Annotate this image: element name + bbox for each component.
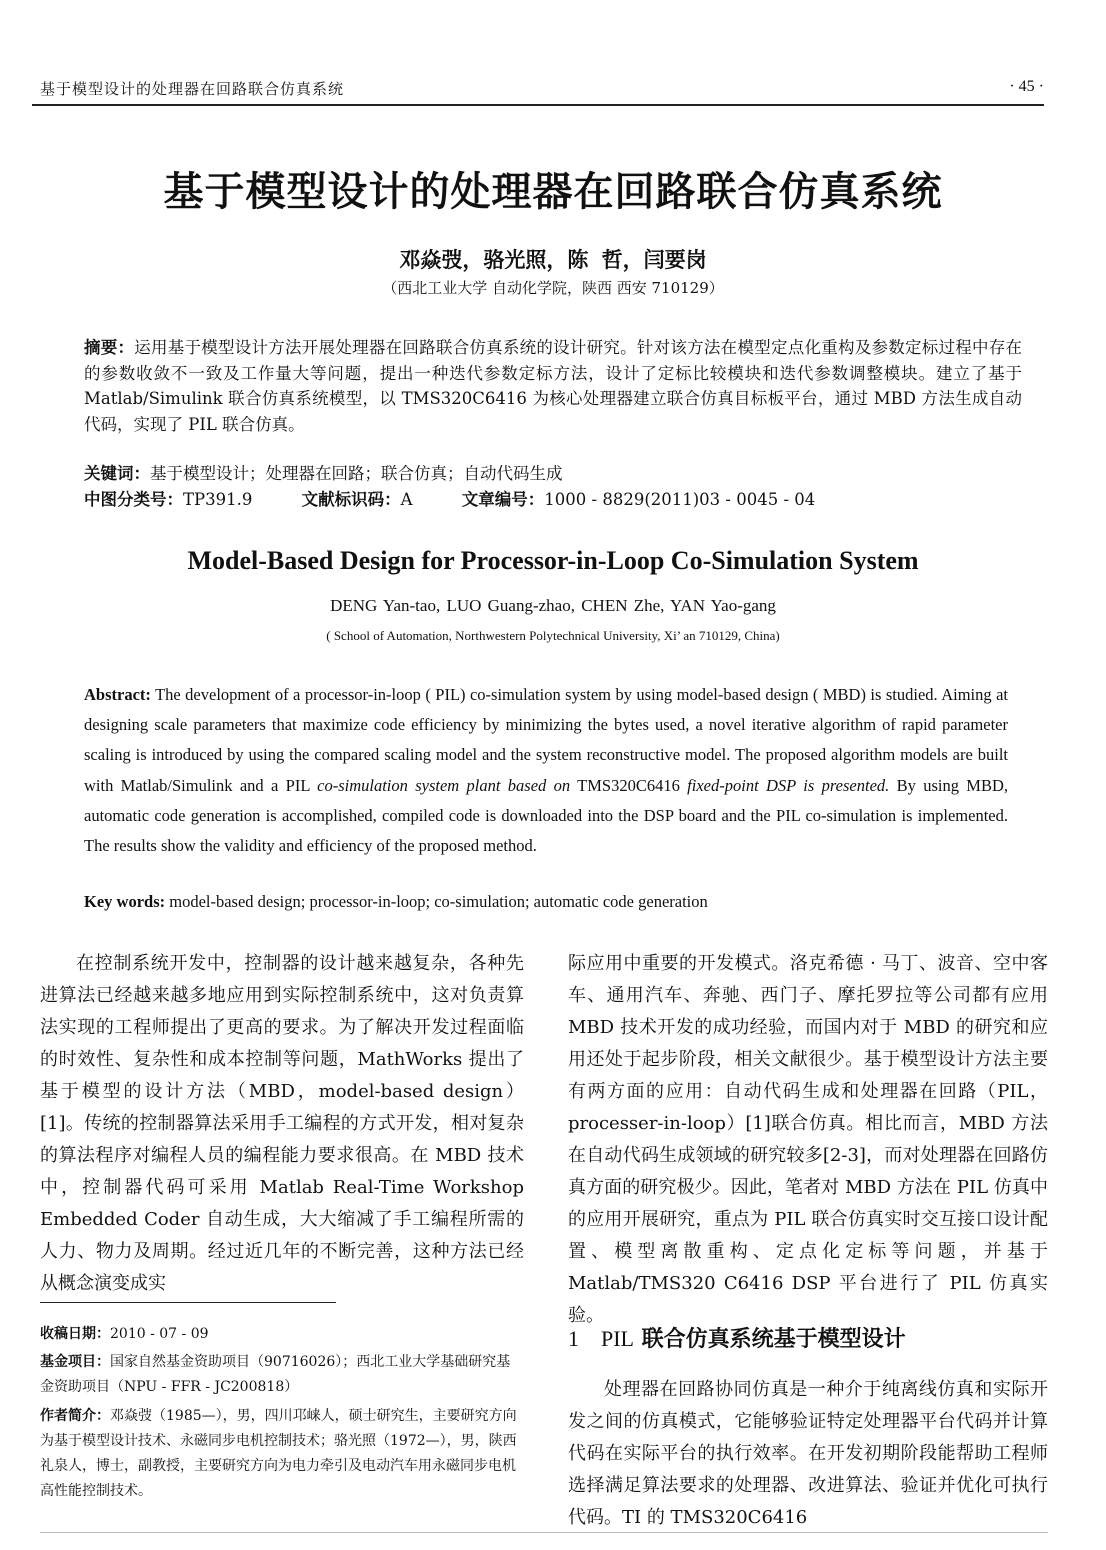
article-no-label: 文章编号： [461, 490, 545, 509]
english-affiliation: ( School of Automation, Northwestern Polytechnical University, Xi’ an 710129, China) [326, 628, 780, 643]
doc-code-value: A [400, 490, 413, 509]
running-header [32, 78, 1044, 106]
footnote-bio [40, 1404, 524, 1504]
chinese-authors: 邓焱弢，骆光照，陈 哲，闫要岗 [399, 248, 707, 272]
english-keywords-label: Key words: [84, 892, 166, 911]
article-no-value: 1000 - 8829(2011)03 - 0045 - 04 [544, 490, 816, 509]
bio-value: 邓焱弢（1985—），男，四川邛崃人，硕士研究生，主要研究方向为基于模型设计技术、永磁同步电机控制技术；骆光照（1972—），男，陕西礼泉人，博士，副教授，主要研究方向为电力牵引及电动汽车用永磁同步电机高性能控制技术。 [40, 1408, 517, 1499]
section-title: 联合仿真系统基于模型设计 [634, 1327, 906, 1352]
doc-code-label: 文献标识码： [301, 490, 401, 509]
chinese-title: 基于模型设计的处理器在回路联合仿真系统 [163, 168, 943, 215]
english-abstract-text-2: TMS320C6416 [570, 775, 688, 795]
english-abstract-italic-1: co-simulation system plant based on [317, 775, 571, 795]
received-label: 收稿日期： [40, 1326, 110, 1342]
chinese-abstract-label: 摘要： [84, 338, 135, 357]
chinese-keywords [84, 461, 1022, 487]
english-abstract-text-3: By using MBD, automatic code generation is accomplished, compiled code is downloaded into the DSP board and the PIL co-simulation is implemented. The results show the validity and efficiency of the proposed method. [84, 775, 1008, 856]
fund-value: 国家自然基金资助项目（90716026）；西北工业大学基础研究基金资助项目（NPU - FFR - JC200818） [40, 1354, 511, 1395]
clc-label: 中图分类号： [84, 490, 183, 509]
body-right-paragraph: 际应用中重要的开发模式。洛克希德 · 马丁、波音、空中客车、通用汽车、奔驰、西门子、摩托罗拉等公司都有应用 MBD 技术开发的成功经验，而国内对于 MBD 的研究和应用还处于起步阶段，相关文献很少。基于模型设计方法主要有两方面的应用：自动代码生成和处理器在回路（PIL，processer-in-loop）[1]联合仿真。相比而言，MBD 方法在自动代码生成领域的研究较多[2-3]，而对处理器在回路仿真方面的研究极少。因此，笔者对 MBD 方法在 PIL 仿真中的应用开展研究，重点为 PIL 联合仿真实时交互接口设计配置、模型离散重构、定点化定标等问题，并基于 Matlab/TMS320 C6416 DSP 平台进行了 PIL 仿真实验。 [568, 953, 1048, 1326]
english-abstract [84, 680, 1008, 861]
chinese-keywords-label: 关键词： [84, 464, 150, 483]
chinese-keywords-text: 基于模型设计；处理器在回路；联合仿真；自动代码生成 [150, 464, 563, 483]
section-1-paragraph: 处理器在回路协同仿真是一种介于纯离线仿真和实际开发之间的仿真模式，它能够验证特定处理器平台代码并计算代码在实际平台的执行效率。在开发初期阶段能帮助工程师选择满足算法要求的处理器、改进算法、验证并优化可执行代码。TI 的 TMS320C6416 [568, 1379, 1048, 1528]
fund-label: 基金项目： [40, 1354, 110, 1370]
clc-value: TP391.9 [183, 490, 253, 509]
received-value: 2010 - 07 - 09 [110, 1326, 209, 1342]
english-abstract-text-1: The development of a processor-in-loop ( PIL) co-simulation system by using model-based design ( MBD) is studied. Aiming at designing scale parameters that maximize code efficiency by minimizing the bytes used, a novel iterative algorithm of rapid parameter scaling is introduced by using the compared scaling model and the system reconstructive model. The proposed algorithm models are built with Matlab/Simulink and a PIL [84, 685, 1008, 795]
english-abstract-italic-2: fixed-point DSP is presented. [687, 775, 890, 795]
section-title-pil: PIL [601, 1326, 634, 1351]
chinese-abstract [84, 335, 1022, 437]
english-keywords-text: model-based design; processor-in-loop; co-simulation; automatic code generation [165, 892, 708, 911]
section-1-heading [568, 1322, 906, 1353]
chinese-abstract-text: 运用基于模型设计方法开展处理器在回路联合仿真系统的设计研究。针对该方法在模型定点化重构及参数定标过程中存在的参数收敛不一致及工作量大等问题，提出一种迭代参数定标方法，设计了定标比较模块和迭代参数调整模块。建立了基于 Matlab/Simulink 联合仿真系统模型，以 TMS320C6416 为核心处理器建立联合仿真目标板平台，通过 MBD 方法生成自动代码，实现了 PIL 联合仿真。 [84, 338, 1023, 434]
classification-line [84, 486, 859, 510]
footnote-divider [40, 1302, 336, 1303]
body-left-paragraph: 在控制系统开发中，控制器的设计越来越复杂，各种先进算法已经越来越多地应用到实际控制系统中，这对负责算法实现的工程师提出了更高的要求。为了解决开发过程面临的时效性、复杂性和成本控制等问题，MathWorks 提出了基于模型的设计方法（MBD，model-based design）[1]。传统的控制器算法采用手工编程的方式开发，相对复杂的算法程序对编程人员的编程能力要求很高。在 MBD 技术中，控制器代码可采用 Matlab Real-Time Workshop Embedded Coder 自动生成，大大缩减了手工编程所需的人力、物力及周期。经过近几年的不断完善，这种方法已经从概念演变成实 [40, 953, 524, 1294]
english-keywords [84, 892, 708, 912]
section-number: 1 [568, 1326, 579, 1351]
english-authors: DENG Yan-tao, LUO Guang-zhao, CHEN Zhe, YAN Yao-gang [330, 596, 776, 615]
page-number: · 45 · [1009, 78, 1044, 95]
footnote-received [40, 1322, 524, 1347]
bottom-divider [40, 1532, 1048, 1533]
english-title: Model-Based Design for Processor-in-Loop Co-Simulation System [187, 546, 919, 575]
english-abstract-label: Abstract: [84, 685, 151, 704]
footnote-fund [40, 1350, 524, 1400]
chinese-affiliation: （西北工业大学 自动化学院，陕西 西安 710129） [382, 279, 724, 297]
bio-label: 作者简介： [40, 1408, 110, 1424]
running-title: 基于模型设计的处理器在回路联合仿真系统 [40, 80, 345, 98]
